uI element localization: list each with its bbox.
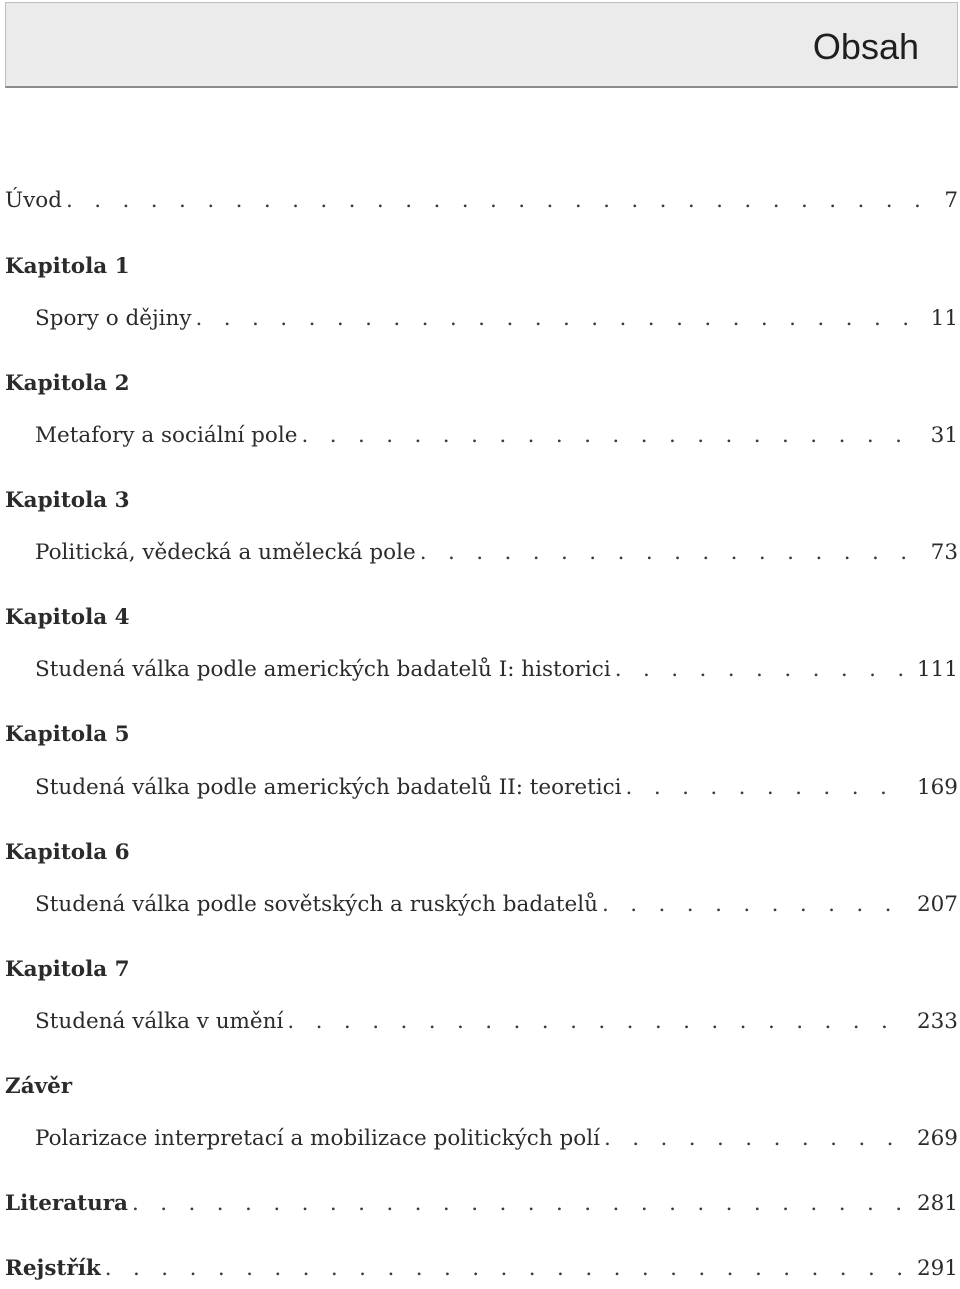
toc-entry-title: Studená válka podle sovětských a ruských badatelů: [35, 892, 598, 917]
toc-entry-zaver[interactable]: [35, 1124, 958, 1154]
toc-entry-ch2[interactable]: [35, 421, 958, 451]
toc-entry-title: Literatura: [5, 1191, 128, 1216]
chapter-label-5: Kapitola 5: [5, 722, 130, 747]
toc-page-number: 73: [930, 540, 958, 565]
toc-page-number: 111: [916, 657, 958, 682]
dot-leader: [420, 538, 919, 568]
toc-entry-title: Studená válka podle amerických badatelů II: teoretici: [35, 775, 622, 800]
dot-leader: [105, 1254, 905, 1284]
toc-page-number: 291: [916, 1256, 958, 1281]
toc-entry-ch7[interactable]: [35, 1007, 958, 1037]
chapter-label-2: Kapitola 2: [5, 371, 130, 396]
toc-entry-title: Politická, vědecká a umělecká pole: [35, 540, 416, 565]
toc-entry-title: Studená válka podle amerických badatelů I: historici: [35, 657, 611, 682]
chapter-label-1: Kapitola 1: [5, 254, 130, 279]
dot-leader: [196, 304, 919, 334]
dot-leader: [615, 655, 905, 685]
chapter-label-7: Kapitola 7: [5, 957, 130, 982]
chapter-label-4: Kapitola 4: [5, 605, 130, 630]
toc-page-number: 207: [916, 892, 958, 917]
toc-page-number: 31: [930, 423, 958, 448]
toc-entry-rejstrik[interactable]: [5, 1254, 958, 1284]
dot-leader: [602, 890, 905, 920]
toc-page-number: 233: [916, 1009, 958, 1034]
chapter-label-3: Kapitola 3: [5, 488, 130, 513]
toc-entry-title: Metafory a sociální pole: [35, 423, 298, 448]
toc-entry-ch4[interactable]: [35, 655, 958, 685]
chapter-label-zaver: Závěr: [5, 1074, 73, 1099]
toc-entry-title: Polarizace interpretací a mobilizace politických polí: [35, 1126, 600, 1151]
toc-page-number: 169: [916, 775, 958, 800]
toc-entry-ch5[interactable]: [35, 773, 958, 803]
dot-leader: [301, 421, 918, 451]
dot-leader: [626, 773, 905, 803]
toc-entry-ch6[interactable]: [35, 890, 958, 920]
dot-leader: [66, 186, 932, 216]
toc-page-number: 11: [930, 306, 958, 331]
toc-page-number: 281: [916, 1191, 958, 1216]
toc-page-number: 269: [916, 1126, 958, 1151]
page-header: [5, 2, 958, 88]
toc-entry-title: Úvod: [5, 188, 62, 213]
toc-entry-title: Studená válka v umění: [35, 1009, 284, 1034]
toc-entry-title: Spory o dějiny: [35, 306, 192, 331]
chapter-label-6: Kapitola 6: [5, 840, 130, 865]
toc-entry-literatura[interactable]: [5, 1189, 958, 1219]
dot-leader: [132, 1189, 905, 1219]
dot-leader: [287, 1007, 905, 1037]
toc-entry-uvod[interactable]: [5, 186, 958, 216]
toc-entry-ch3[interactable]: [35, 538, 958, 568]
page-title: Obsah: [812, 26, 919, 67]
toc-entry-ch1[interactable]: [35, 304, 958, 334]
toc-page-number: 7: [944, 188, 958, 213]
dot-leader: [604, 1124, 905, 1154]
toc-entry-title: Rejstřík: [5, 1256, 101, 1281]
